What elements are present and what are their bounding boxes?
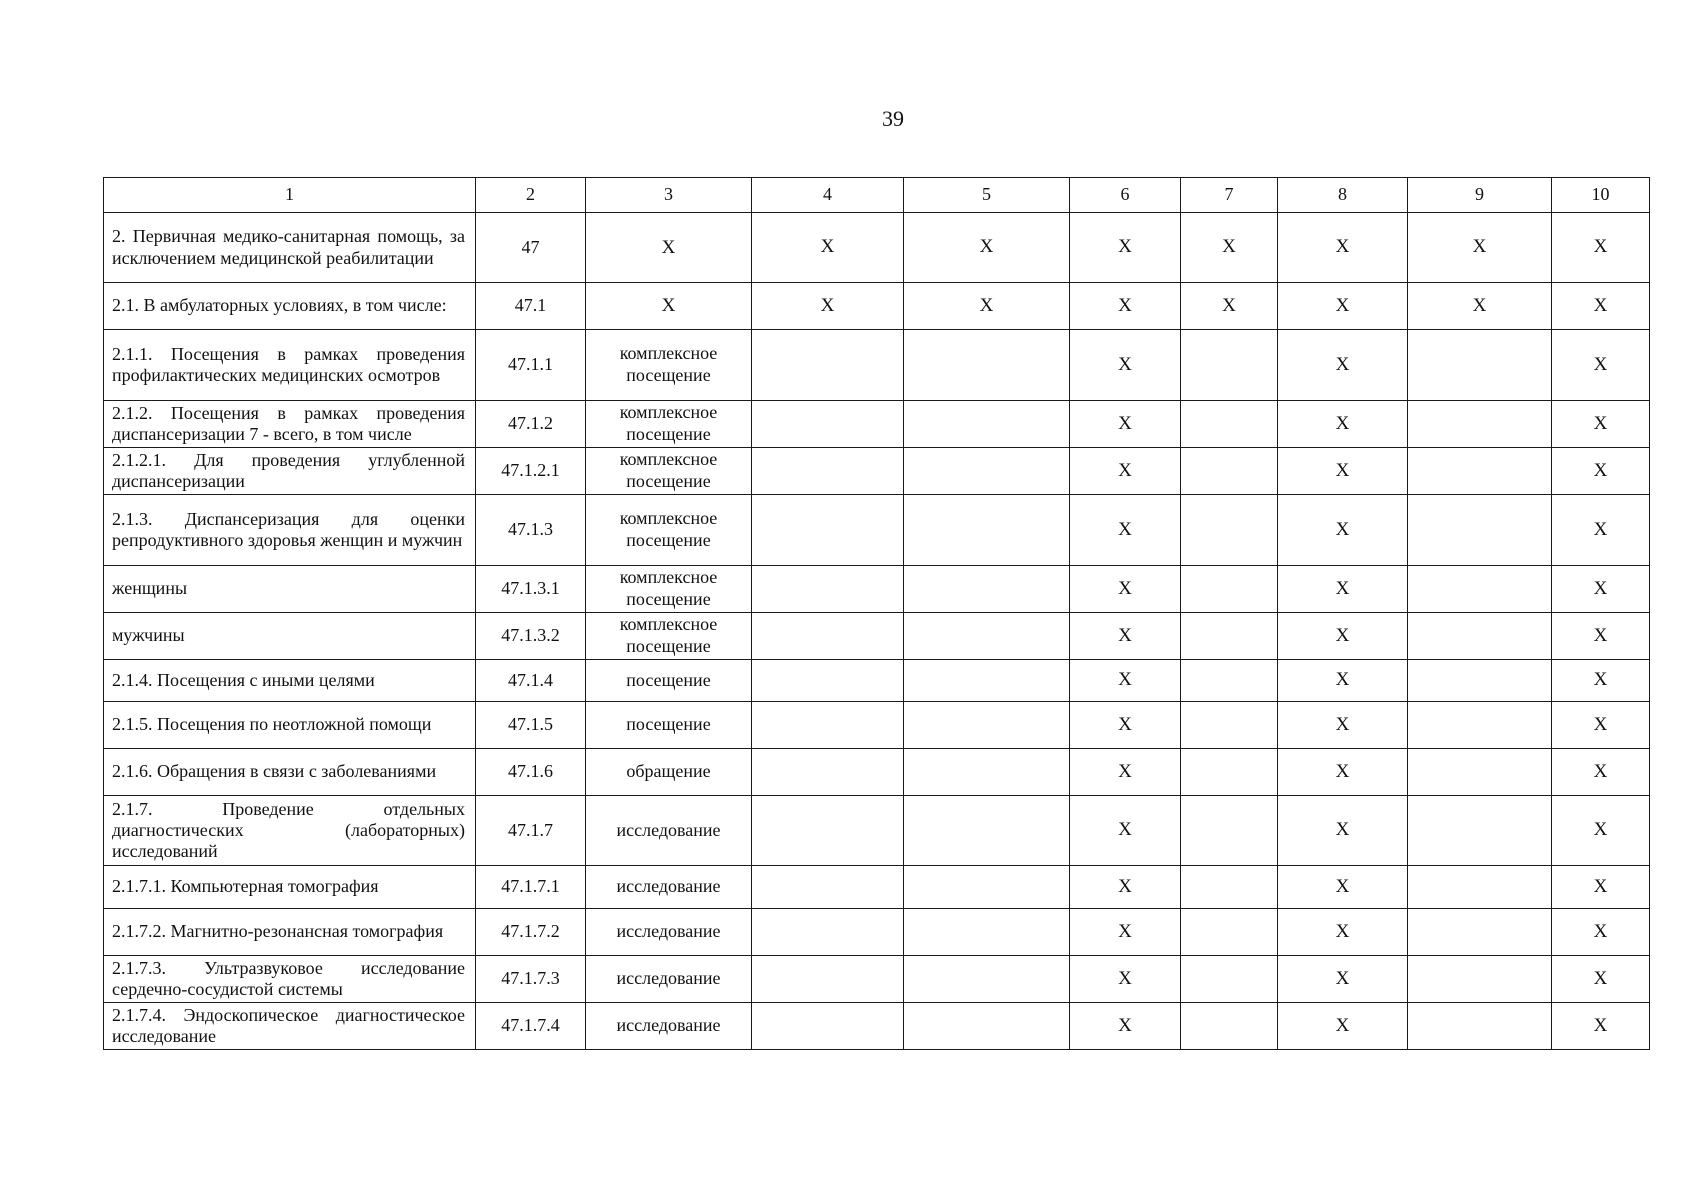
row-col5-cell (904, 660, 1070, 702)
row-col9-cell (1408, 956, 1552, 1003)
row-col9-cell (1408, 909, 1552, 956)
row-col5-cell: Х (904, 213, 1070, 283)
header-cell-2: 2 (476, 178, 586, 213)
row-unit-cell: исследование (586, 956, 752, 1003)
table-row (104, 956, 1650, 1003)
row-col7-cell (1181, 866, 1278, 909)
row-col8-cell: Х (1278, 330, 1408, 401)
row-code-cell: 47.1.3 (476, 495, 586, 566)
row-col4-cell (752, 566, 904, 613)
row-col5-cell (904, 1003, 1070, 1050)
row-col7-cell (1181, 956, 1278, 1003)
row-col6-cell: Х (1070, 330, 1181, 401)
row-col4-cell (752, 495, 904, 566)
row-col5-cell (904, 330, 1070, 401)
row-unit-cell: комплексное посещение (586, 448, 752, 495)
row-col8-cell: Х (1278, 909, 1408, 956)
row-code-cell: 47.1.2 (476, 401, 586, 448)
row-col9-cell (1408, 866, 1552, 909)
row-col4-cell (752, 660, 904, 702)
row-name-cell: 2.1.6. Обращения в связи с заболеваниями (104, 749, 476, 796)
row-col9-cell: Х (1408, 283, 1552, 330)
row-col10-cell: Х (1552, 796, 1650, 866)
table-row (104, 796, 1650, 866)
row-col10-cell: Х (1552, 909, 1650, 956)
row-col9-cell (1408, 660, 1552, 702)
row-col8-cell: Х (1278, 702, 1408, 749)
row-name-cell: 2.1.7.1. Компьютерная томография (104, 866, 476, 909)
header-cell-10: 10 (1552, 178, 1650, 213)
header-cell-8: 8 (1278, 178, 1408, 213)
row-col8-cell: Х (1278, 866, 1408, 909)
row-col7-cell (1181, 749, 1278, 796)
row-name-cell: 2. Первичная медико-санитарная помощь, за исключением медицинской реабилитации (104, 213, 476, 283)
data-table (103, 177, 1650, 1050)
row-name-cell: 2.1.7.2. Магнитно-резонансная томография (104, 909, 476, 956)
header-cell-7: 7 (1181, 178, 1278, 213)
header-cell-4: 4 (752, 178, 904, 213)
row-unit-cell: комплексное посещение (586, 330, 752, 401)
row-col6-cell: Х (1070, 213, 1181, 283)
row-col5-cell (904, 613, 1070, 660)
row-code-cell: 47.1.5 (476, 702, 586, 749)
row-col8-cell: Х (1278, 660, 1408, 702)
row-col4-cell (752, 796, 904, 866)
row-col9-cell (1408, 702, 1552, 749)
table-row (104, 330, 1650, 401)
row-col10-cell: Х (1552, 401, 1650, 448)
row-col5-cell (904, 956, 1070, 1003)
row-code-cell: 47.1.1 (476, 330, 586, 401)
row-unit-cell: комплексное посещение (586, 613, 752, 660)
row-col6-cell: Х (1070, 495, 1181, 566)
row-unit-cell: Х (586, 213, 752, 283)
row-col6-cell: Х (1070, 448, 1181, 495)
header-cell-3: 3 (586, 178, 752, 213)
table-row (104, 401, 1650, 448)
table-row (104, 495, 1650, 566)
row-name-cell: 2.1.3. Диспансеризация для оценки репродуктивного здоровья женщин и мужчин (104, 495, 476, 566)
row-col4-cell (752, 448, 904, 495)
row-col7-cell (1181, 702, 1278, 749)
row-col5-cell (904, 909, 1070, 956)
row-col4-cell (752, 702, 904, 749)
row-code-cell: 47.1.7.3 (476, 956, 586, 1003)
page-number: 39 (882, 106, 904, 131)
row-col5-cell (904, 401, 1070, 448)
row-code-cell: 47.1.3.1 (476, 566, 586, 613)
row-code-cell: 47.1.3.2 (476, 613, 586, 660)
row-unit-cell: посещение (586, 660, 752, 702)
row-col7-cell: Х (1181, 213, 1278, 283)
row-col4-cell: Х (752, 213, 904, 283)
row-unit-cell: комплексное посещение (586, 495, 752, 566)
row-code-cell: 47 (476, 213, 586, 283)
row-col6-cell: Х (1070, 283, 1181, 330)
row-col8-cell: Х (1278, 213, 1408, 283)
row-col10-cell: Х (1552, 448, 1650, 495)
row-col6-cell: Х (1070, 796, 1181, 866)
row-name-cell: 2.1. В амбулаторных условиях, в том числе: (104, 283, 476, 330)
row-col9-cell (1408, 796, 1552, 866)
row-col10-cell: Х (1552, 956, 1650, 1003)
row-col4-cell (752, 749, 904, 796)
row-col7-cell (1181, 448, 1278, 495)
row-col8-cell: Х (1278, 613, 1408, 660)
row-col9-cell: Х (1408, 213, 1552, 283)
header-cell-6: 6 (1070, 178, 1181, 213)
row-col7-cell (1181, 401, 1278, 448)
table-row (104, 660, 1650, 702)
table-row (104, 866, 1650, 909)
row-col5-cell: Х (904, 283, 1070, 330)
row-col9-cell (1408, 330, 1552, 401)
row-col8-cell: Х (1278, 495, 1408, 566)
row-col4-cell (752, 613, 904, 660)
row-col6-cell: Х (1070, 909, 1181, 956)
row-col9-cell (1408, 401, 1552, 448)
row-col8-cell: Х (1278, 448, 1408, 495)
row-col5-cell (904, 495, 1070, 566)
table-container (103, 177, 1649, 1050)
row-col4-cell (752, 866, 904, 909)
row-col10-cell: Х (1552, 1003, 1650, 1050)
row-col6-cell: Х (1070, 660, 1181, 702)
row-name-cell: 2.1.1. Посещения в рамках проведения профилактических медицинских осмотров (104, 330, 476, 401)
row-col10-cell: Х (1552, 330, 1650, 401)
row-col7-cell (1181, 566, 1278, 613)
row-col7-cell (1181, 330, 1278, 401)
row-col4-cell (752, 330, 904, 401)
header-cell-1: 1 (104, 178, 476, 213)
row-unit-cell: комплексное посещение (586, 401, 752, 448)
row-name-cell: 2.1.2. Посещения в рамках проведения диспансеризации 7 - всего, в том числе (104, 401, 476, 448)
row-col7-cell (1181, 495, 1278, 566)
row-col8-cell: Х (1278, 283, 1408, 330)
row-col6-cell: Х (1070, 566, 1181, 613)
table-row (104, 749, 1650, 796)
header-row (104, 178, 1650, 213)
row-col8-cell: Х (1278, 796, 1408, 866)
header-cell-5: 5 (904, 178, 1070, 213)
row-col4-cell (752, 956, 904, 1003)
header-cell-9: 9 (1408, 178, 1552, 213)
row-unit-cell: исследование (586, 866, 752, 909)
row-unit-cell: Х (586, 283, 752, 330)
row-col10-cell: Х (1552, 660, 1650, 702)
row-unit-cell: обращение (586, 749, 752, 796)
row-name-cell: 2.1.7. Проведение отдельных диагностических (лабораторных) исследований (104, 796, 476, 866)
row-col5-cell (904, 796, 1070, 866)
row-col4-cell (752, 401, 904, 448)
row-col5-cell (904, 866, 1070, 909)
row-col8-cell: Х (1278, 749, 1408, 796)
row-name-cell: 2.1.4. Посещения с иными целями (104, 660, 476, 702)
row-col9-cell (1408, 448, 1552, 495)
row-unit-cell: исследование (586, 796, 752, 866)
table-row (104, 909, 1650, 956)
row-code-cell: 47.1.7.2 (476, 909, 586, 956)
row-col10-cell: Х (1552, 283, 1650, 330)
row-name-cell: женщины (104, 566, 476, 613)
row-col8-cell: Х (1278, 401, 1408, 448)
row-col4-cell (752, 1003, 904, 1050)
row-col9-cell (1408, 495, 1552, 566)
row-col5-cell (904, 566, 1070, 613)
table-row (104, 213, 1650, 283)
table-row (104, 448, 1650, 495)
row-col9-cell (1408, 749, 1552, 796)
row-col6-cell: Х (1070, 1003, 1181, 1050)
row-col10-cell: Х (1552, 866, 1650, 909)
row-col9-cell (1408, 566, 1552, 613)
row-code-cell: 47.1.2.1 (476, 448, 586, 495)
row-unit-cell: посещение (586, 702, 752, 749)
row-col6-cell: Х (1070, 749, 1181, 796)
row-col7-cell (1181, 660, 1278, 702)
table-row (104, 702, 1650, 749)
row-unit-cell: комплексное посещение (586, 566, 752, 613)
row-name-cell: 2.1.7.4. Эндоскопическое диагностическое исследование (104, 1003, 476, 1050)
row-code-cell: 47.1.7 (476, 796, 586, 866)
row-col7-cell (1181, 613, 1278, 660)
row-col9-cell (1408, 613, 1552, 660)
row-col6-cell: Х (1070, 866, 1181, 909)
row-col6-cell: Х (1070, 613, 1181, 660)
row-col10-cell: Х (1552, 749, 1650, 796)
row-col8-cell: Х (1278, 1003, 1408, 1050)
row-code-cell: 47.1 (476, 283, 586, 330)
row-name-cell: мужчины (104, 613, 476, 660)
row-col10-cell: Х (1552, 566, 1650, 613)
row-col5-cell (904, 448, 1070, 495)
row-col8-cell: Х (1278, 956, 1408, 1003)
row-unit-cell: исследование (586, 909, 752, 956)
row-col7-cell: Х (1181, 283, 1278, 330)
row-col8-cell: Х (1278, 566, 1408, 613)
row-name-cell: 2.1.7.3. Ультразвуковое исследование сердечно-сосудистой системы (104, 956, 476, 1003)
row-unit-cell: исследование (586, 1003, 752, 1050)
row-code-cell: 47.1.7.1 (476, 866, 586, 909)
row-col5-cell (904, 749, 1070, 796)
row-col10-cell: Х (1552, 702, 1650, 749)
row-code-cell: 47.1.4 (476, 660, 586, 702)
row-col7-cell (1181, 909, 1278, 956)
row-col10-cell: Х (1552, 495, 1650, 566)
row-col10-cell: Х (1552, 213, 1650, 283)
row-col5-cell (904, 702, 1070, 749)
row-col9-cell (1408, 1003, 1552, 1050)
row-col10-cell: Х (1552, 613, 1650, 660)
row-name-cell: 2.1.2.1. Для проведения углубленной диспансеризации (104, 448, 476, 495)
row-col7-cell (1181, 1003, 1278, 1050)
row-col6-cell: Х (1070, 401, 1181, 448)
row-col6-cell: Х (1070, 702, 1181, 749)
table-row (104, 1003, 1650, 1050)
row-code-cell: 47.1.6 (476, 749, 586, 796)
row-col4-cell (752, 909, 904, 956)
row-name-cell: 2.1.5. Посещения по неотложной помощи (104, 702, 476, 749)
table-row (104, 283, 1650, 330)
row-col6-cell: Х (1070, 956, 1181, 1003)
table-row (104, 613, 1650, 660)
row-col7-cell (1181, 796, 1278, 866)
row-col4-cell: Х (752, 283, 904, 330)
row-code-cell: 47.1.7.4 (476, 1003, 586, 1050)
table-row (104, 566, 1650, 613)
